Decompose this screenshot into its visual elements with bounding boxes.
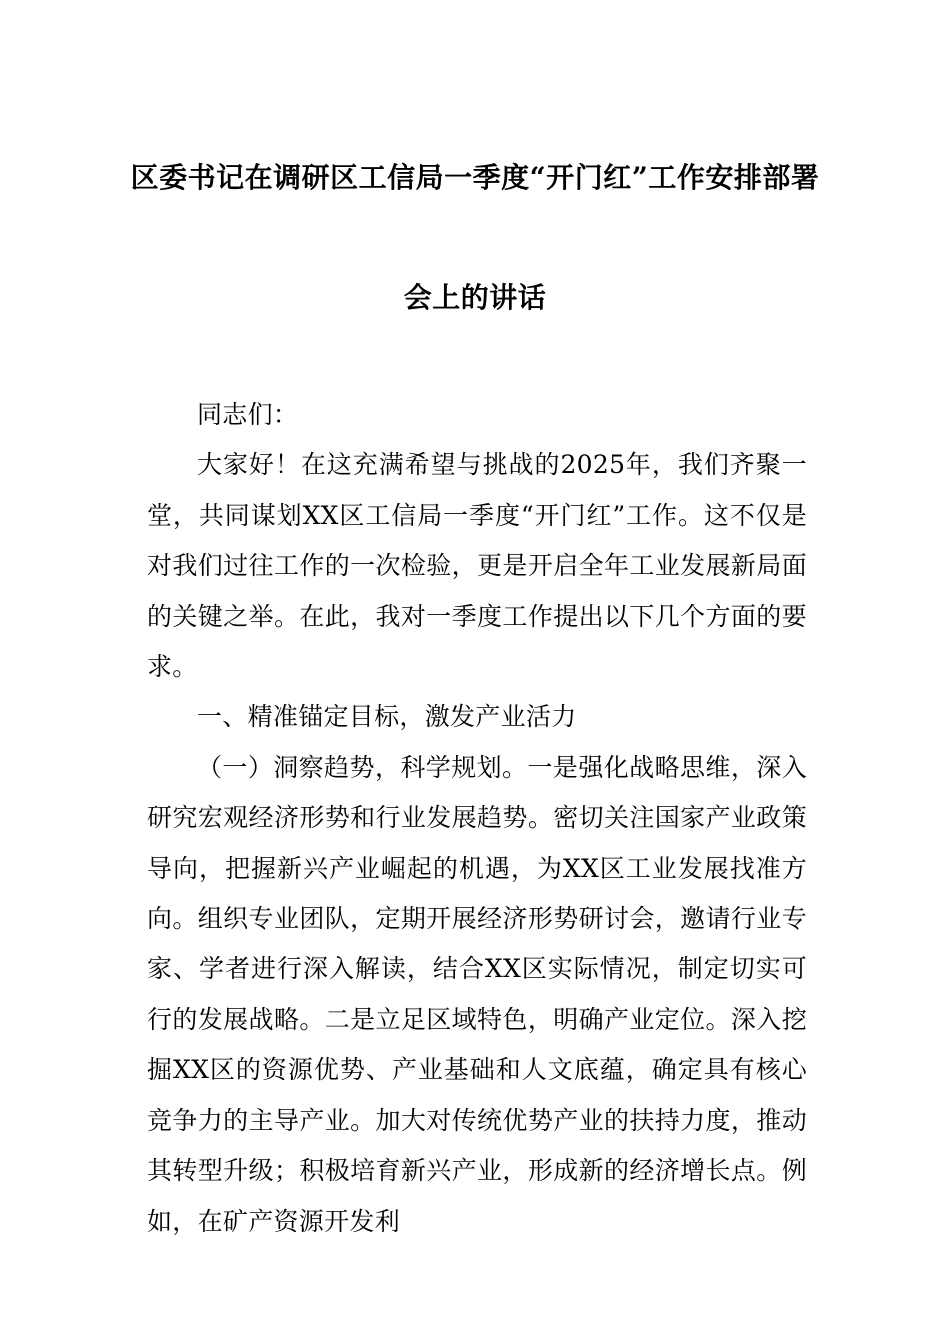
paragraph-intro: 大家好！在这充满希望与挑战的2025年，我们齐聚一堂，共同谋划XX区工信局一季度“开门红”工作。这不仅是对我们过往工作的一次检验，更是开启全年工业发展新局面的关键之举。在此，我对一季度工作提出以下几个方面的要求。 [147,450,807,682]
document-body [147,390,807,1247]
salutation: 同志们： [197,400,299,429]
document-title-line-1: 区委书记在调研区工信局一季度“开门红”工作安排部署 [130,161,820,194]
section-heading-1: 一、精准锚定目标，激发产业活力 [197,702,577,732]
paragraph-section-1-1: （一）洞察趋势，科学规划。一是强化战略思维，深入研究宏观经济形势和行业发展趋势。密切关注国家产业政策导向，把握新兴产业崛起的机遇，为XX区工业发展找准方向。组织专业团队，定期开展经济形势研讨会，邀请行业专家、学者进行深入解读，结合XX区实际情况，制定切实可行的发展战略。二是立足区域特色，明确产业定位。深入挖掘XX区的资源优势、产业基础和人文底蕴，确定具有核心竞争力的主导产业。加大对传统优势产业的扶持力度，推动其转型升级；积极培育新兴产业，形成新的经济增长点。例如，在矿产资源开发利 [147,752,807,1236]
document-title-line-2: 会上的讲话 [403,281,547,314]
